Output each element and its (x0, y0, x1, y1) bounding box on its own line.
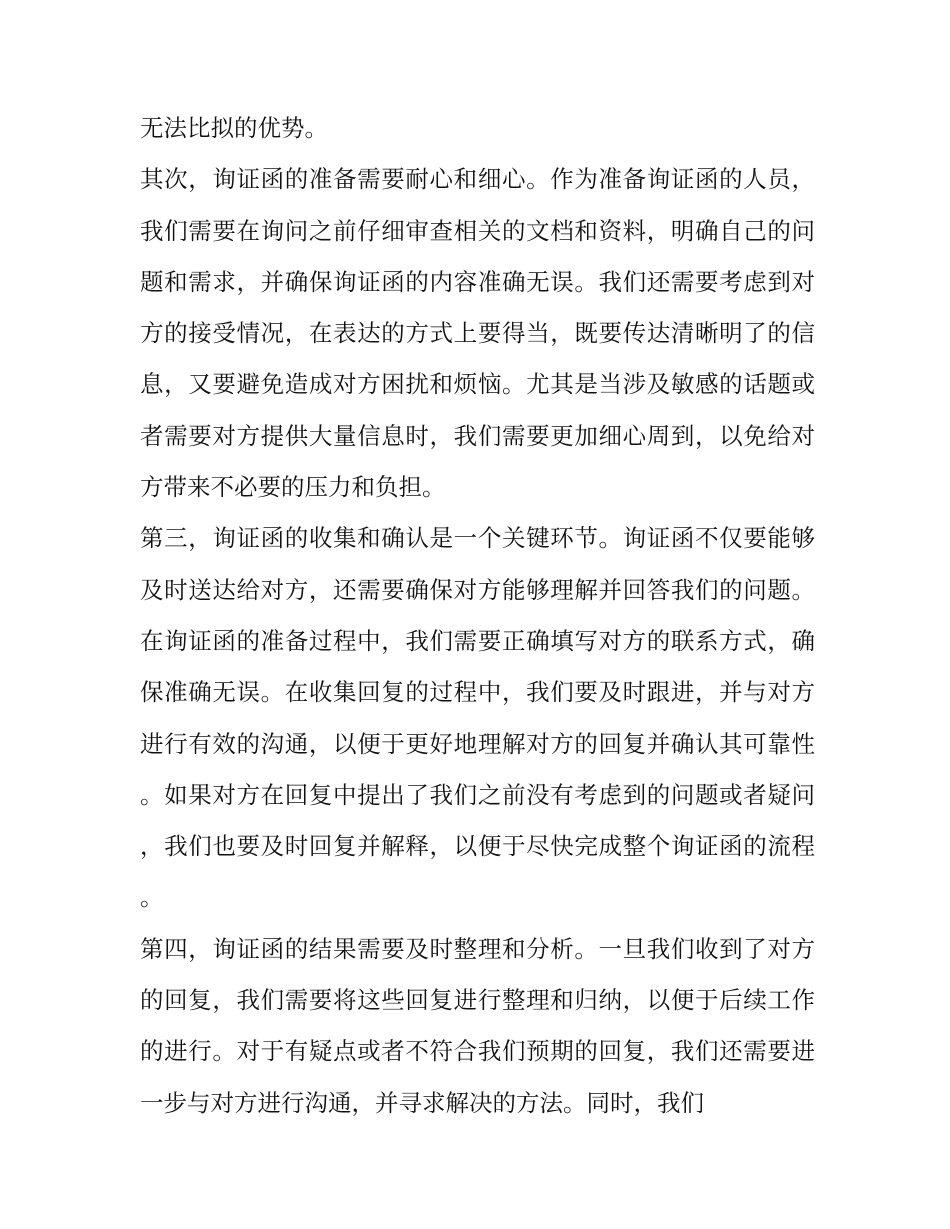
paragraph-third-point: 第三，询证函的收集和确认是一个关键环节。询证函不仅要能够及时送达给对方，还需要确保对方能够理解并回答我们的问题。在询证函的准备过程中，我们需要正确填写对方的联系方式，确保准确无误。在收集回复的过程中，我们要及时跟进，并与对方进行有效的沟通，以便于更好地理解对方的回复并确认其可靠性。如果对方在回复中提出了我们之前没有考虑到的问题或者疑问，我们也要及时回复并解释，以便于尽快完成整个询证函的流程。 (140, 524, 815, 912)
paragraph-continuation: 无法比拟的优势。 (140, 114, 328, 142)
paragraph-second-point: 其次，询证函的准备需要耐心和细心。作为准备询证函的人员，我们需要在询问之前仔细审查相关的文档和资料，明确自己的问题和需求，并确保询证函的内容准确无误。我们还需要考虑到对方的接受情况，在表达的方式上要得当，既要传达清晰明了的信息，又要避免造成对方困扰和烦恼。尤其是当涉及敏感的话题或者需要对方提供大量信息时，我们需要更加细心周到，以免给对方带来不必要的压力和负担。 (140, 165, 815, 502)
document-body (140, 103, 815, 1129)
paragraph-fourth-point: 第四，询证函的结果需要及时整理和分析。一旦我们收到了对方的回复，我们需要将这些回复进行整理和归纳，以便于后续工作的进行。对于有疑点或者不符合我们预期的回复，我们还需要进一步与对方进行沟通，并寻求解决的方法。同时，我们 (140, 934, 815, 1117)
